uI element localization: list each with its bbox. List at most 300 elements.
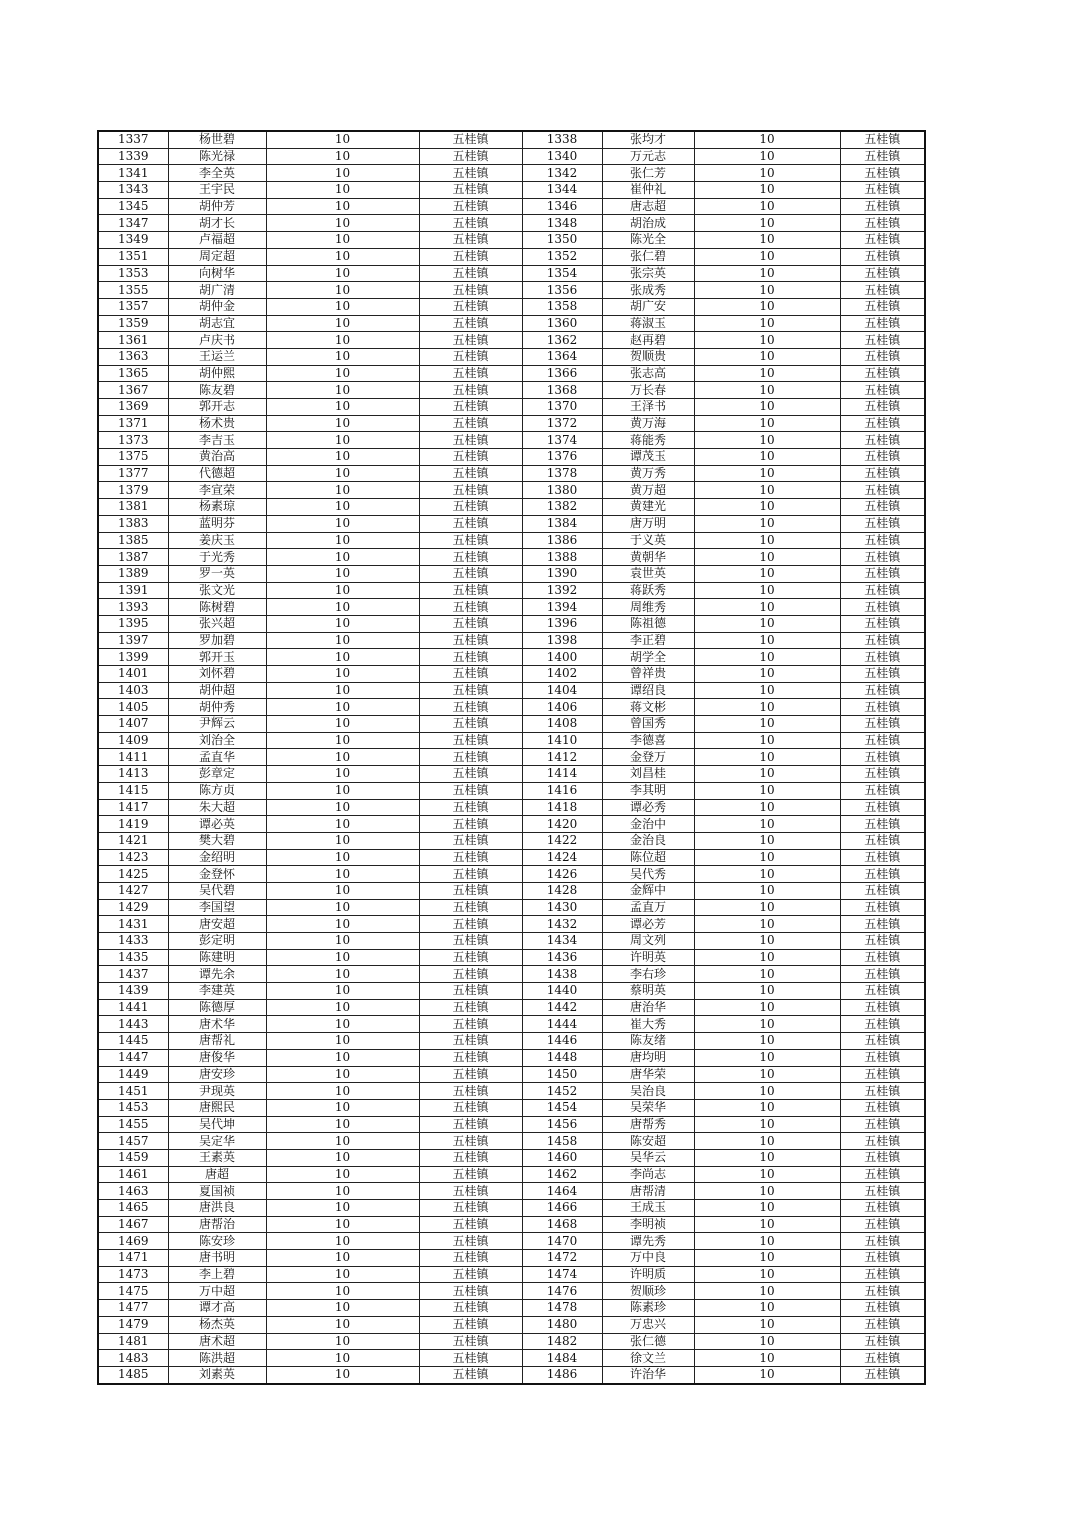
person-name-cell: 卢福超 <box>168 232 266 249</box>
table-row <box>98 615 925 632</box>
town-cell: 五桂镇 <box>419 649 522 666</box>
town-cell: 五桂镇 <box>419 365 522 382</box>
record-id-cell: 1380 <box>522 482 602 499</box>
record-id-cell: 1449 <box>98 1066 168 1083</box>
town-cell: 五桂镇 <box>840 782 925 799</box>
record-id-cell: 1431 <box>98 916 168 933</box>
amount-cell: 10 <box>266 465 419 482</box>
amount-cell: 10 <box>694 799 840 816</box>
amount-cell: 10 <box>266 816 419 833</box>
record-id-cell: 1377 <box>98 465 168 482</box>
town-cell: 五桂镇 <box>840 248 925 265</box>
town-cell: 五桂镇 <box>419 749 522 766</box>
town-cell: 五桂镇 <box>419 1250 522 1267</box>
person-name-cell: 陈光禄 <box>168 148 266 165</box>
person-name-cell: 蒋能秀 <box>602 432 694 449</box>
amount-cell: 10 <box>694 449 840 466</box>
amount-cell: 10 <box>266 799 419 816</box>
amount-cell: 10 <box>694 148 840 165</box>
town-cell: 五桂镇 <box>419 1333 522 1350</box>
amount-cell: 10 <box>694 933 840 950</box>
person-name-cell: 李全英 <box>168 165 266 182</box>
town-cell: 五桂镇 <box>419 882 522 899</box>
record-id-cell: 1348 <box>522 215 602 232</box>
table-row <box>98 415 925 432</box>
person-name-cell: 彭章定 <box>168 766 266 783</box>
record-id-cell: 1383 <box>98 515 168 532</box>
person-name-cell: 谭茂玉 <box>602 449 694 466</box>
record-id-cell: 1432 <box>522 916 602 933</box>
record-id-cell: 1395 <box>98 615 168 632</box>
record-id-cell: 1350 <box>522 232 602 249</box>
town-cell: 五桂镇 <box>840 933 925 950</box>
town-cell: 五桂镇 <box>840 999 925 1016</box>
town-cell: 五桂镇 <box>419 182 522 199</box>
person-name-cell: 唐帮治 <box>168 1216 266 1233</box>
record-id-cell: 1482 <box>522 1333 602 1350</box>
town-cell: 五桂镇 <box>840 298 925 315</box>
record-id-cell: 1366 <box>522 365 602 382</box>
town-cell: 五桂镇 <box>840 1333 925 1350</box>
town-cell: 五桂镇 <box>840 1250 925 1267</box>
amount-cell: 10 <box>266 699 419 716</box>
town-cell: 五桂镇 <box>840 882 925 899</box>
amount-cell: 10 <box>694 365 840 382</box>
person-name-cell: 陈祖德 <box>602 615 694 632</box>
person-name-cell: 向树华 <box>168 265 266 282</box>
amount-cell: 10 <box>266 232 419 249</box>
table-row <box>98 298 925 315</box>
amount-cell: 10 <box>694 1200 840 1217</box>
table-row <box>98 1200 925 1217</box>
person-name-cell: 金治良 <box>602 832 694 849</box>
town-cell: 五桂镇 <box>419 282 522 299</box>
person-name-cell: 李吉玉 <box>168 432 266 449</box>
town-cell: 五桂镇 <box>419 966 522 983</box>
person-name-cell: 胡仲超 <box>168 682 266 699</box>
record-id-cell: 1370 <box>522 399 602 416</box>
amount-cell: 10 <box>266 1233 419 1250</box>
town-cell: 五桂镇 <box>419 198 522 215</box>
table-row <box>98 1366 925 1383</box>
town-cell: 五桂镇 <box>840 215 925 232</box>
town-cell: 五桂镇 <box>840 482 925 499</box>
town-cell: 五桂镇 <box>840 148 925 165</box>
amount-cell: 10 <box>694 415 840 432</box>
person-name-cell: 杨杰英 <box>168 1316 266 1333</box>
town-cell: 五桂镇 <box>840 1350 925 1367</box>
town-cell: 五桂镇 <box>840 532 925 549</box>
amount-cell: 10 <box>266 832 419 849</box>
record-id-cell: 1367 <box>98 382 168 399</box>
town-cell: 五桂镇 <box>419 399 522 416</box>
record-id-cell: 1427 <box>98 882 168 899</box>
amount-cell: 10 <box>694 1049 840 1066</box>
person-name-cell: 唐均明 <box>602 1049 694 1066</box>
amount-cell: 10 <box>694 599 840 616</box>
town-cell: 五桂镇 <box>840 415 925 432</box>
town-cell: 五桂镇 <box>840 599 925 616</box>
amount-cell: 10 <box>694 1366 840 1383</box>
person-name-cell: 张文光 <box>168 582 266 599</box>
record-id-cell: 1469 <box>98 1233 168 1250</box>
record-id-cell: 1454 <box>522 1099 602 1116</box>
person-name-cell: 唐华荣 <box>602 1066 694 1083</box>
town-cell: 五桂镇 <box>419 298 522 315</box>
person-name-cell: 唐俊华 <box>168 1049 266 1066</box>
record-id-cell: 1479 <box>98 1316 168 1333</box>
record-id-cell: 1343 <box>98 182 168 199</box>
town-cell: 五桂镇 <box>419 215 522 232</box>
person-name-cell: 许治华 <box>602 1366 694 1383</box>
person-name-cell: 刘治全 <box>168 732 266 749</box>
table-row <box>98 198 925 215</box>
person-name-cell: 陈友碧 <box>168 382 266 399</box>
person-name-cell: 许明英 <box>602 949 694 966</box>
person-name-cell: 李明祯 <box>602 1216 694 1233</box>
person-name-cell: 胡广安 <box>602 298 694 315</box>
town-cell: 五桂镇 <box>840 265 925 282</box>
amount-cell: 10 <box>694 215 840 232</box>
town-cell: 五桂镇 <box>419 1316 522 1333</box>
person-name-cell: 陈友绪 <box>602 1033 694 1050</box>
amount-cell: 10 <box>694 682 840 699</box>
record-id-cell: 1344 <box>522 182 602 199</box>
amount-cell: 10 <box>266 1300 419 1317</box>
record-id-cell: 1405 <box>98 699 168 716</box>
town-cell: 五桂镇 <box>840 198 925 215</box>
town-cell: 五桂镇 <box>840 666 925 683</box>
amount-cell: 10 <box>266 732 419 749</box>
person-name-cell: 谭先秀 <box>602 1233 694 1250</box>
person-name-cell: 唐术超 <box>168 1333 266 1350</box>
town-cell: 五桂镇 <box>419 799 522 816</box>
town-cell: 五桂镇 <box>419 1016 522 1033</box>
town-cell: 五桂镇 <box>419 465 522 482</box>
amount-cell: 10 <box>266 666 419 683</box>
amount-cell: 10 <box>266 198 419 215</box>
record-id-cell: 1438 <box>522 966 602 983</box>
record-id-cell: 1387 <box>98 549 168 566</box>
town-cell: 五桂镇 <box>419 1049 522 1066</box>
town-cell: 五桂镇 <box>419 131 522 148</box>
person-name-cell: 黄万海 <box>602 415 694 432</box>
town-cell: 五桂镇 <box>840 1200 925 1217</box>
person-name-cell: 胡才长 <box>168 215 266 232</box>
table-row <box>98 482 925 499</box>
record-id-cell: 1340 <box>522 148 602 165</box>
town-cell: 五桂镇 <box>419 1300 522 1317</box>
amount-cell: 10 <box>266 1250 419 1267</box>
person-name-cell: 陈方贞 <box>168 782 266 799</box>
amount-cell: 10 <box>266 599 419 616</box>
person-name-cell: 李建英 <box>168 983 266 1000</box>
person-name-cell: 张兴超 <box>168 615 266 632</box>
town-cell: 五桂镇 <box>840 1366 925 1383</box>
amount-cell: 10 <box>266 1083 419 1100</box>
amount-cell: 10 <box>266 165 419 182</box>
person-name-cell: 唐志超 <box>602 198 694 215</box>
record-id-cell: 1341 <box>98 165 168 182</box>
town-cell: 五桂镇 <box>840 699 925 716</box>
record-id-cell: 1486 <box>522 1366 602 1383</box>
table-row <box>98 432 925 449</box>
table-row <box>98 399 925 416</box>
amount-cell: 10 <box>266 983 419 1000</box>
record-id-cell: 1475 <box>98 1283 168 1300</box>
person-name-cell: 尹辉云 <box>168 716 266 733</box>
amount-cell: 10 <box>266 849 419 866</box>
amount-cell: 10 <box>694 899 840 916</box>
amount-cell: 10 <box>694 348 840 365</box>
record-id-cell: 1360 <box>522 315 602 332</box>
town-cell: 五桂镇 <box>840 832 925 849</box>
amount-cell: 10 <box>694 816 840 833</box>
record-id-cell: 1418 <box>522 799 602 816</box>
table-row <box>98 332 925 349</box>
town-cell: 五桂镇 <box>419 315 522 332</box>
town-cell: 五桂镇 <box>419 449 522 466</box>
person-name-cell: 唐帮秀 <box>602 1116 694 1133</box>
person-name-cell: 杨术贵 <box>168 415 266 432</box>
town-cell: 五桂镇 <box>840 1316 925 1333</box>
person-name-cell: 于光秀 <box>168 549 266 566</box>
amount-cell: 10 <box>266 415 419 432</box>
table-row <box>98 1283 925 1300</box>
town-cell: 五桂镇 <box>840 1016 925 1033</box>
person-name-cell: 胡治成 <box>602 215 694 232</box>
record-id-cell: 1408 <box>522 716 602 733</box>
person-name-cell: 杨世碧 <box>168 131 266 148</box>
amount-cell: 10 <box>266 1266 419 1283</box>
amount-cell: 10 <box>694 1083 840 1100</box>
person-name-cell: 万忠兴 <box>602 1316 694 1333</box>
town-cell: 五桂镇 <box>840 749 925 766</box>
person-name-cell: 郭开玉 <box>168 649 266 666</box>
table-row <box>98 682 925 699</box>
person-name-cell: 吴荣华 <box>602 1099 694 1116</box>
town-cell: 五桂镇 <box>419 766 522 783</box>
table-row <box>98 899 925 916</box>
person-name-cell: 谭必英 <box>168 816 266 833</box>
record-id-cell: 1429 <box>98 899 168 916</box>
amount-cell: 10 <box>266 1116 419 1133</box>
table-row <box>98 565 925 582</box>
town-cell: 五桂镇 <box>840 983 925 1000</box>
record-id-cell: 1461 <box>98 1166 168 1183</box>
amount-cell: 10 <box>694 1066 840 1083</box>
person-name-cell: 吴代秀 <box>602 866 694 883</box>
town-cell: 五桂镇 <box>419 732 522 749</box>
table-row <box>98 265 925 282</box>
town-cell: 五桂镇 <box>419 866 522 883</box>
town-cell: 五桂镇 <box>419 816 522 833</box>
town-cell: 五桂镇 <box>419 148 522 165</box>
town-cell: 五桂镇 <box>419 248 522 265</box>
town-cell: 五桂镇 <box>840 449 925 466</box>
record-id-cell: 1393 <box>98 599 168 616</box>
record-id-cell: 1453 <box>98 1099 168 1116</box>
town-cell: 五桂镇 <box>419 666 522 683</box>
record-id-cell: 1430 <box>522 899 602 916</box>
record-id-cell: 1456 <box>522 1116 602 1133</box>
amount-cell: 10 <box>266 716 419 733</box>
person-name-cell: 唐安珍 <box>168 1066 266 1083</box>
record-id-cell: 1451 <box>98 1083 168 1100</box>
town-cell: 五桂镇 <box>419 482 522 499</box>
amount-cell: 10 <box>266 1033 419 1050</box>
record-id-cell: 1481 <box>98 1333 168 1350</box>
record-id-cell: 1457 <box>98 1133 168 1150</box>
record-id-cell: 1447 <box>98 1049 168 1066</box>
table-row <box>98 816 925 833</box>
amount-cell: 10 <box>266 1316 419 1333</box>
amount-cell: 10 <box>694 131 840 148</box>
amount-cell: 10 <box>266 949 419 966</box>
record-id-cell: 1459 <box>98 1149 168 1166</box>
amount-cell: 10 <box>694 849 840 866</box>
record-id-cell: 1420 <box>522 816 602 833</box>
table-row <box>98 632 925 649</box>
table-row <box>98 782 925 799</box>
person-name-cell: 张仁德 <box>602 1333 694 1350</box>
amount-cell: 10 <box>694 465 840 482</box>
town-cell: 五桂镇 <box>840 1216 925 1233</box>
table-row <box>98 1033 925 1050</box>
person-name-cell: 许明质 <box>602 1266 694 1283</box>
amount-cell: 10 <box>266 1149 419 1166</box>
town-cell: 五桂镇 <box>419 549 522 566</box>
record-id-cell: 1406 <box>522 699 602 716</box>
town-cell: 五桂镇 <box>840 1066 925 1083</box>
town-cell: 五桂镇 <box>419 1366 522 1383</box>
amount-cell: 10 <box>266 131 419 148</box>
town-cell: 五桂镇 <box>419 916 522 933</box>
table-row <box>98 1099 925 1116</box>
person-name-cell: 蒋淑玉 <box>602 315 694 332</box>
person-name-cell: 金绍明 <box>168 849 266 866</box>
amount-cell: 10 <box>694 515 840 532</box>
amount-cell: 10 <box>266 432 419 449</box>
town-cell: 五桂镇 <box>419 332 522 349</box>
person-name-cell: 吴治良 <box>602 1083 694 1100</box>
table-row <box>98 866 925 883</box>
record-id-cell: 1477 <box>98 1300 168 1317</box>
record-id-cell: 1391 <box>98 582 168 599</box>
record-id-cell: 1354 <box>522 265 602 282</box>
amount-cell: 10 <box>694 1350 840 1367</box>
person-name-cell: 陈安超 <box>602 1133 694 1150</box>
amount-cell: 10 <box>694 1283 840 1300</box>
person-name-cell: 李尚志 <box>602 1166 694 1183</box>
amount-cell: 10 <box>266 966 419 983</box>
record-id-cell: 1455 <box>98 1116 168 1133</box>
table-row <box>98 182 925 199</box>
person-name-cell: 刘昌桂 <box>602 766 694 783</box>
person-name-cell: 陈位超 <box>602 849 694 866</box>
town-cell: 五桂镇 <box>419 1083 522 1100</box>
amount-cell: 10 <box>266 215 419 232</box>
person-name-cell: 万长春 <box>602 382 694 399</box>
table-row <box>98 165 925 182</box>
amount-cell: 10 <box>694 1033 840 1050</box>
record-id-cell: 1435 <box>98 949 168 966</box>
town-cell: 五桂镇 <box>840 515 925 532</box>
table-row <box>98 716 925 733</box>
record-id-cell: 1400 <box>522 649 602 666</box>
person-name-cell: 孟直华 <box>168 749 266 766</box>
record-id-cell: 1373 <box>98 432 168 449</box>
person-name-cell: 罗一英 <box>168 565 266 582</box>
town-cell: 五桂镇 <box>840 232 925 249</box>
amount-cell: 10 <box>694 549 840 566</box>
amount-cell: 10 <box>266 1350 419 1367</box>
amount-cell: 10 <box>694 615 840 632</box>
person-name-cell: 谭先余 <box>168 966 266 983</box>
record-id-cell: 1379 <box>98 482 168 499</box>
amount-cell: 10 <box>694 949 840 966</box>
record-id-cell: 1416 <box>522 782 602 799</box>
amount-cell: 10 <box>694 582 840 599</box>
town-cell: 五桂镇 <box>419 899 522 916</box>
person-name-cell: 徐文兰 <box>602 1350 694 1367</box>
town-cell: 五桂镇 <box>840 1233 925 1250</box>
person-name-cell: 黄万超 <box>602 482 694 499</box>
person-name-cell: 陈安珍 <box>168 1233 266 1250</box>
table-row <box>98 549 925 566</box>
person-name-cell: 夏国祯 <box>168 1183 266 1200</box>
amount-cell: 10 <box>266 298 419 315</box>
person-name-cell: 陈素珍 <box>602 1300 694 1317</box>
amount-cell: 10 <box>266 365 419 382</box>
town-cell: 五桂镇 <box>419 582 522 599</box>
record-id-cell: 1404 <box>522 682 602 699</box>
person-name-cell: 王成玉 <box>602 1200 694 1217</box>
town-cell: 五桂镇 <box>840 649 925 666</box>
town-cell: 五桂镇 <box>419 682 522 699</box>
person-name-cell: 朱大超 <box>168 799 266 816</box>
town-cell: 五桂镇 <box>840 682 925 699</box>
amount-cell: 10 <box>266 615 419 632</box>
amount-cell: 10 <box>266 933 419 950</box>
town-cell: 五桂镇 <box>840 332 925 349</box>
record-id-cell: 1339 <box>98 148 168 165</box>
record-id-cell: 1382 <box>522 499 602 516</box>
amount-cell: 10 <box>266 632 419 649</box>
table-row <box>98 983 925 1000</box>
person-name-cell: 谭才高 <box>168 1300 266 1317</box>
town-cell: 五桂镇 <box>419 849 522 866</box>
record-id-cell: 1355 <box>98 282 168 299</box>
person-name-cell: 胡学全 <box>602 649 694 666</box>
person-name-cell: 贺顺贵 <box>602 348 694 365</box>
record-id-cell: 1446 <box>522 1033 602 1050</box>
amount-cell: 10 <box>694 1099 840 1116</box>
town-cell: 五桂镇 <box>840 165 925 182</box>
town-cell: 五桂镇 <box>840 1099 925 1116</box>
record-id-cell: 1372 <box>522 415 602 432</box>
town-cell: 五桂镇 <box>840 916 925 933</box>
amount-cell: 10 <box>694 382 840 399</box>
table-row <box>98 1016 925 1033</box>
record-id-cell: 1458 <box>522 1133 602 1150</box>
person-name-cell: 陈树碧 <box>168 599 266 616</box>
person-name-cell: 李宣荣 <box>168 482 266 499</box>
record-id-cell: 1419 <box>98 816 168 833</box>
table-row <box>98 1266 925 1283</box>
town-cell: 五桂镇 <box>840 1183 925 1200</box>
person-name-cell: 万元志 <box>602 148 694 165</box>
